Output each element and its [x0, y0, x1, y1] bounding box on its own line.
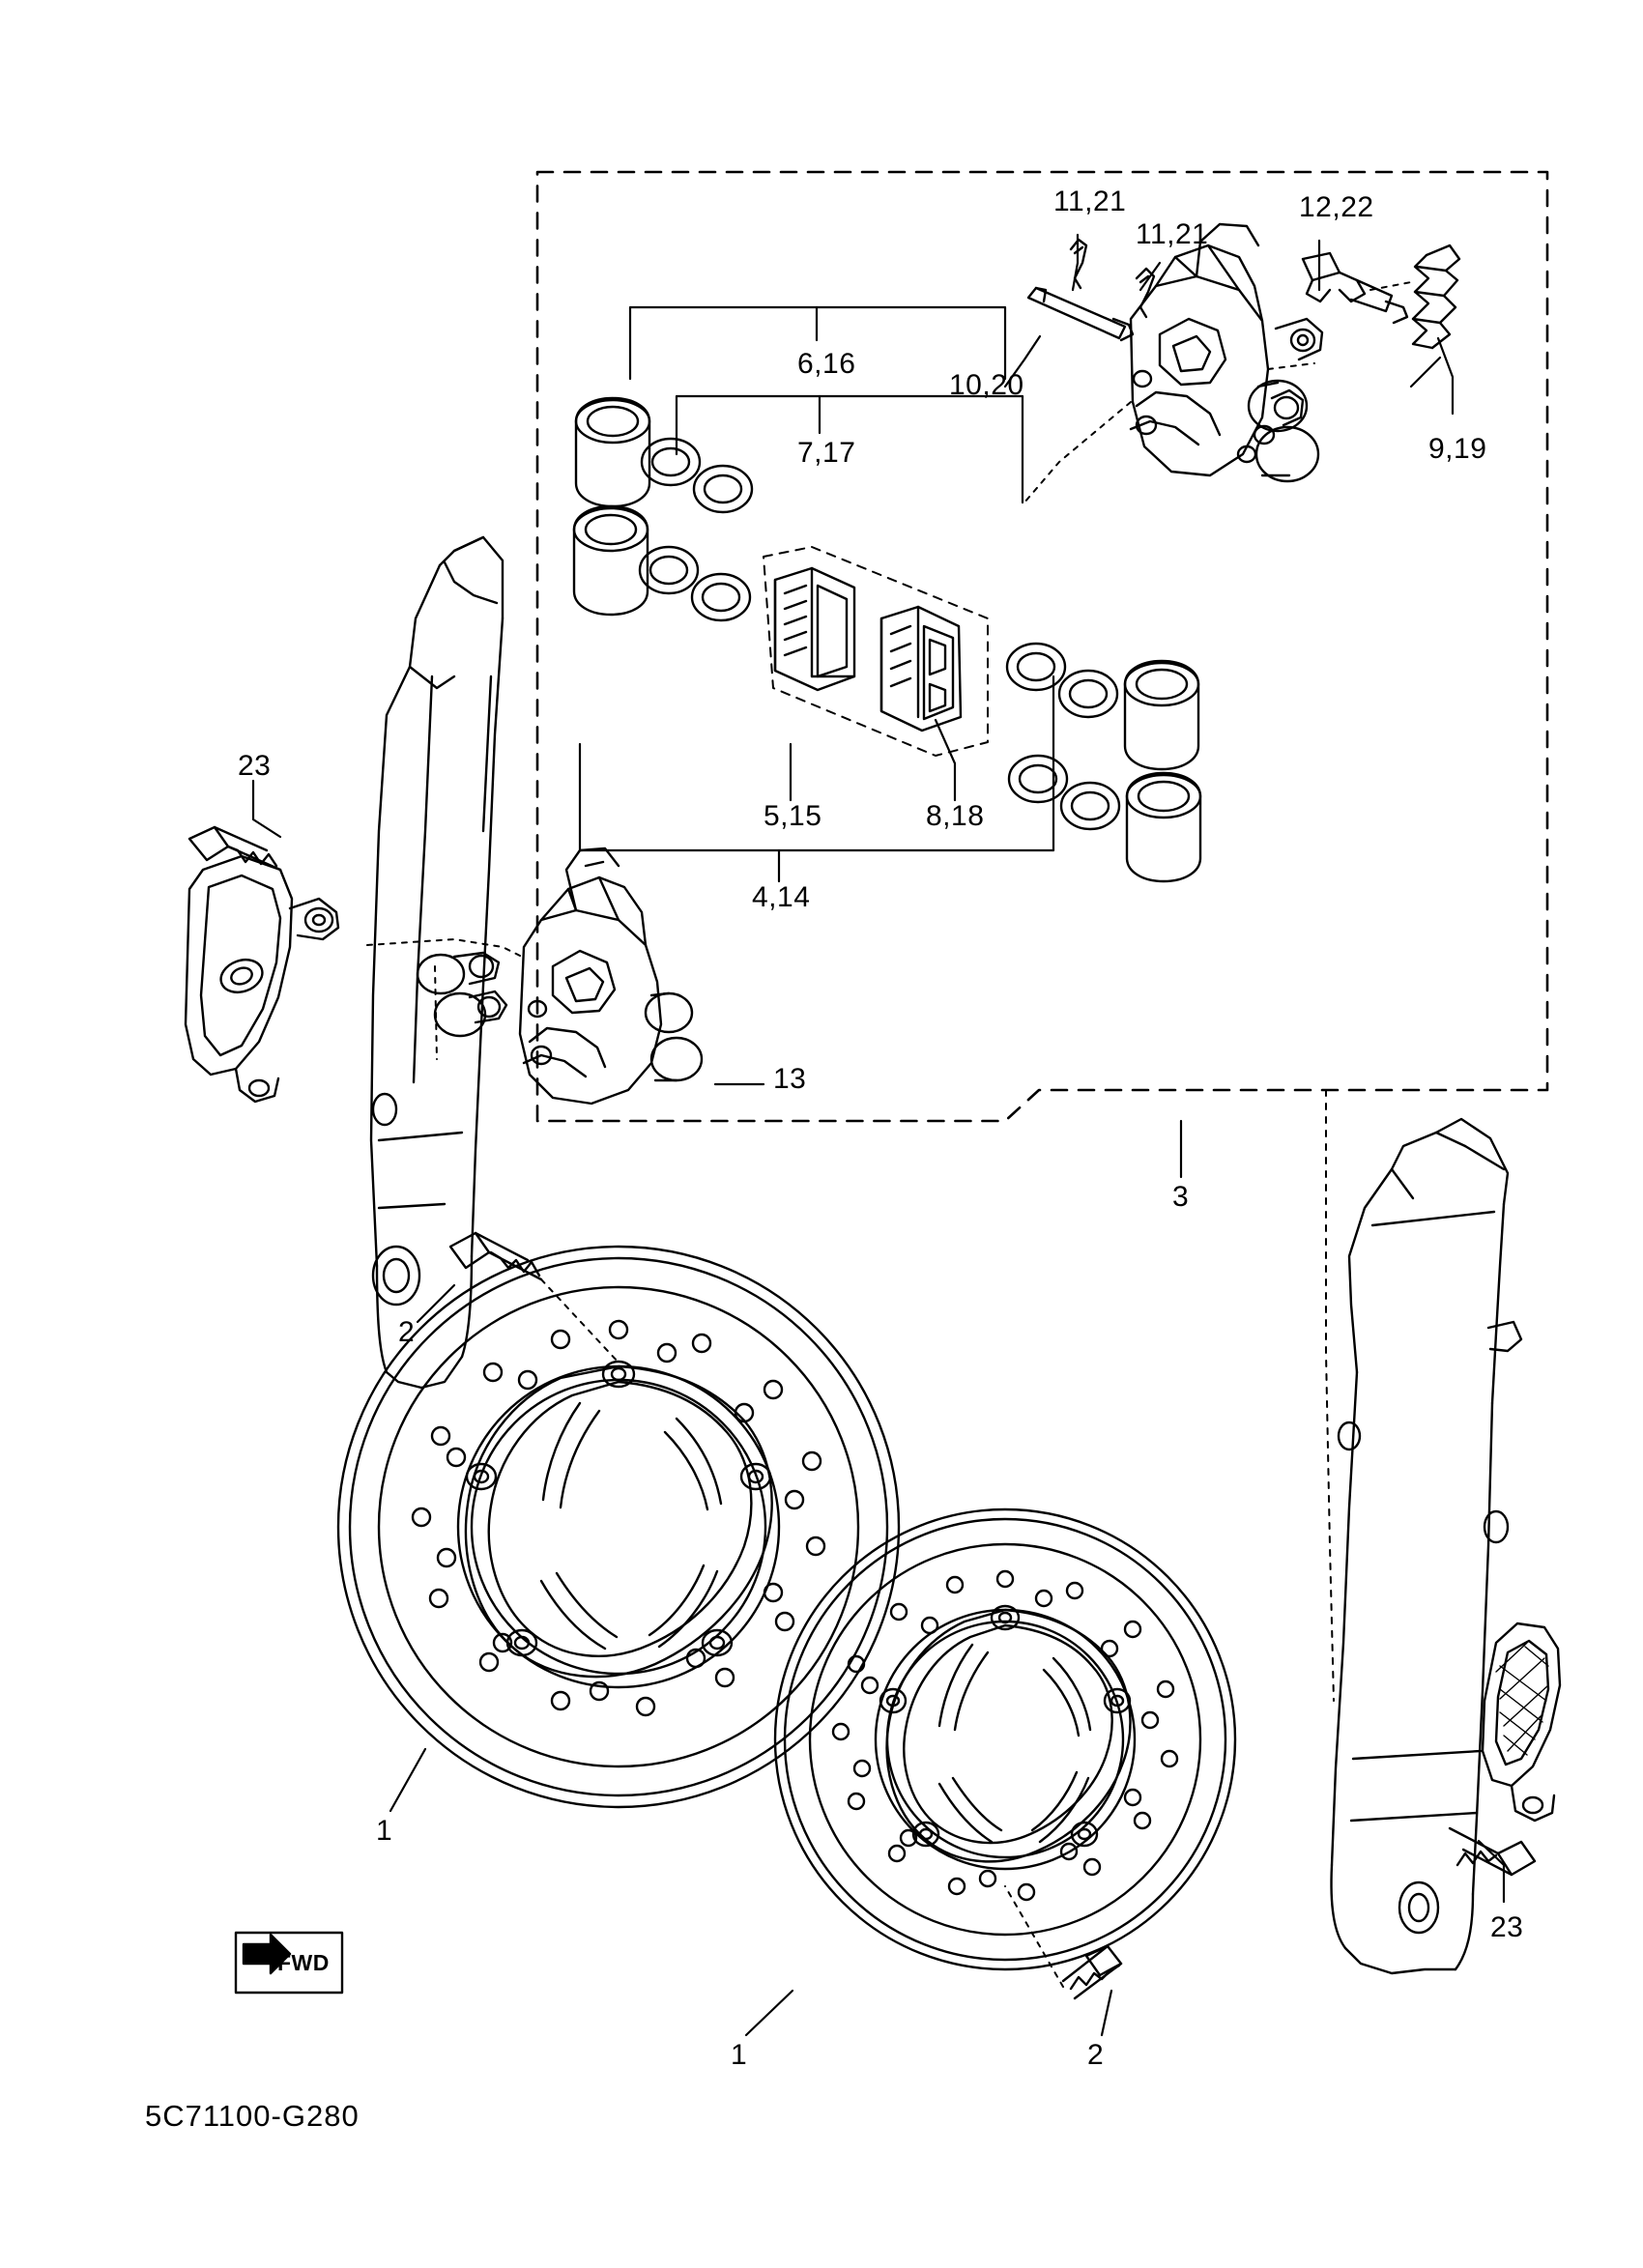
callout-23-lower: 23: [1490, 1911, 1524, 1943]
right-caliper-bracket: [1483, 1623, 1560, 1821]
callout-2-lower: 2: [1087, 2039, 1105, 2071]
right-fork-leg: [1332, 1119, 1524, 1973]
left-fork-leg: [371, 537, 503, 1388]
front-brake-caliper-13: [520, 848, 702, 1104]
kit-boundary-dashed: [537, 172, 1547, 1121]
brake-disc-left: [338, 1247, 899, 1807]
disc-bolt-2-upper: [450, 1233, 541, 1279]
brake-disc-right: [775, 1509, 1235, 1969]
callout-9-19: 9,19: [1428, 433, 1487, 465]
callout-2-upper: 2: [398, 1316, 416, 1348]
callout-13: 13: [773, 1063, 807, 1095]
bolt-23-upper: [189, 827, 280, 870]
callout-6-16: 6,16: [797, 348, 856, 380]
callout-5-15: 5,15: [764, 800, 822, 832]
callout-23-upper: 23: [238, 750, 272, 782]
caliper-mount-detail: [418, 953, 506, 1036]
callout-3: 3: [1172, 1181, 1190, 1213]
callout-11-21-a: 11,21: [1053, 186, 1127, 217]
callout-7-17: 7,17: [797, 437, 856, 469]
callout-1-right: 1: [731, 2039, 748, 2071]
callout-1-left: 1: [376, 1815, 393, 1847]
pad-spring-9-19: [1413, 245, 1459, 348]
callout-4-14: 4,14: [752, 881, 811, 913]
bolt-23-lower: [1450, 1828, 1535, 1875]
callout-12-22: 12,22: [1299, 191, 1374, 223]
fwd-label: FWD: [277, 1950, 330, 1975]
pad-pin-10-20: [1028, 288, 1133, 340]
caliper-pistons-seals-right: [1007, 644, 1200, 881]
caliper-pistons-seals: [574, 398, 752, 620]
callout-10-20: 10,20: [949, 369, 1024, 401]
diagram-code: 5C71100-G280: [145, 2099, 360, 2133]
left-caliper-bracket: [186, 856, 338, 1102]
callout-11-21-b: 11,21: [1136, 218, 1209, 250]
retaining-clips-11-21: [1071, 240, 1154, 317]
brake-pads: [764, 547, 988, 756]
callout-8-18: 8,18: [926, 800, 985, 832]
